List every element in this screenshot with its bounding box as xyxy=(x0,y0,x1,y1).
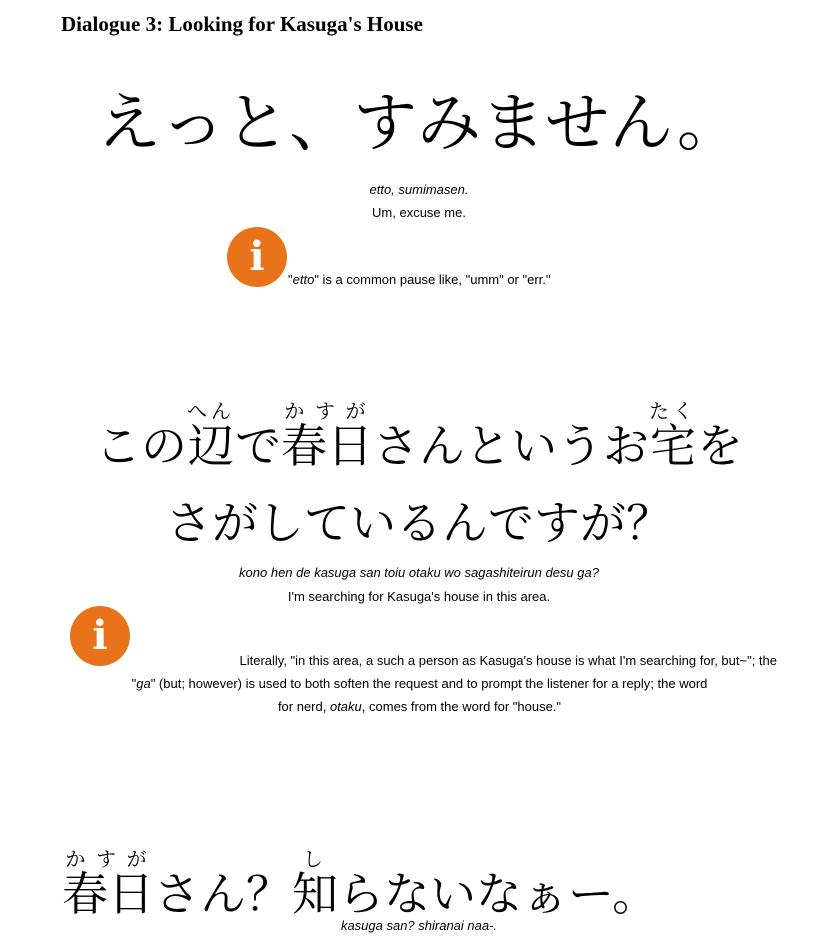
romaji-sentence-1: etto, sumimasen. xyxy=(369,182,469,197)
note-2: Literally, "in this area, a such a person as Kasuga's house is what I'm searching for, but~"; the "ga" (but; however) is used to both soften the request and to prompt the listener for a reply; the word for nerd, otaku, comes from the word for "house." xyxy=(131,653,777,714)
english-sentence-1: Um, excuse me. xyxy=(372,205,466,220)
romaji-sentence-3: kasuga san? shiranai naa-. xyxy=(340,918,498,933)
jp-sentence-1: えっと、すみません。 xyxy=(97,87,741,161)
romaji-sentence-2: kono hen de kasuga san toiu otaku wo sagashiteirun desu ga? xyxy=(239,565,599,580)
jp-sentence-2-line-1: この辺へんで春日かすがさんというお宅たくを xyxy=(95,399,743,473)
jp-sentence-3: 春日かすがさん？知しらないなぁー。 xyxy=(62,847,659,921)
info-icon: i xyxy=(227,227,287,287)
note-1: "etto" is a common pause like, "umm" or "err." xyxy=(288,272,551,287)
page-title: Dialogue 3: Looking for Kasuga's House xyxy=(61,12,423,36)
info-icon: i xyxy=(70,606,130,666)
jp-sentence-2-line-2: さがしているんですが？ xyxy=(166,496,672,550)
english-sentence-2: I'm searching for Kasuga's house in this area. xyxy=(287,589,551,604)
